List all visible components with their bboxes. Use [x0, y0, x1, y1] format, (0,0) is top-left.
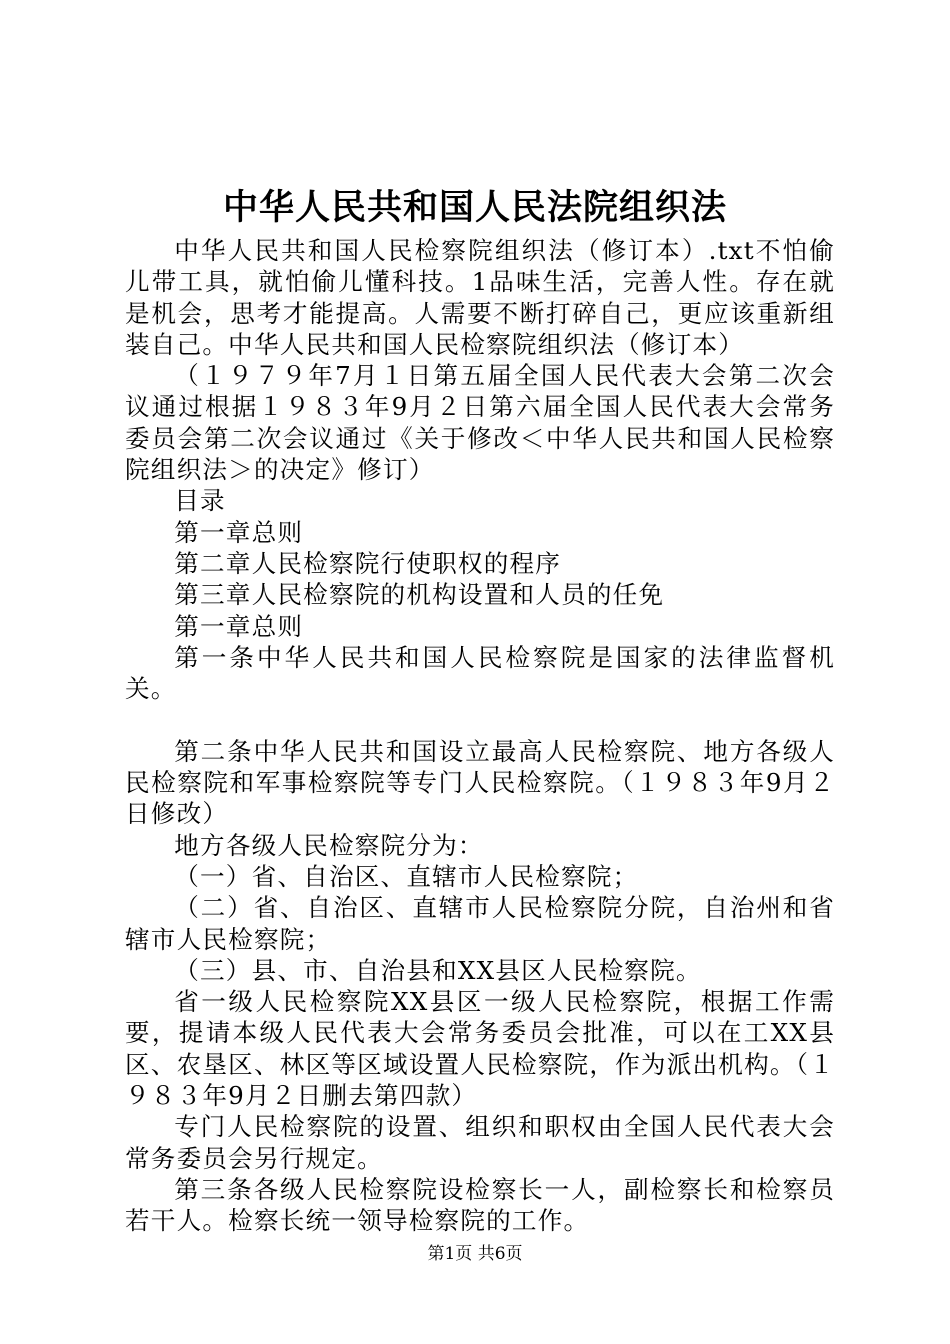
article-3: 第三条各级人民检察院设检察长一人，副检察长和检察员若干人。检察长统一领导检察院的工作。	[125, 1174, 835, 1236]
article-1: 第一条中华人民共和国人民检察院是国家的法律监督机关。	[125, 642, 835, 704]
document-title: 中华人民共和国人民法院组织法	[222, 187, 727, 228]
article-2-clause-3: 省一级人民检察院XX县区一级人民检察院，根据工作需要，提请本级人民代表大会常务委员会批准，可以在工XX县区、农垦区、林区等区域设置人民检察院，作为派出机构。（１９８３年9月２日删去第四款）	[125, 987, 835, 1111]
blank-line	[125, 704, 835, 735]
toc-item-chapter-1: 第一章总则	[174, 517, 304, 547]
article-2-clause-4: 专门人民检察院的设置、组织和职权由全国人民代表大会常务委员会另行规定。	[125, 1112, 835, 1173]
article-2-item-2: （二）省、自治区、直辖市人民检察院分院，自治州和省辖市人民检察院；	[125, 893, 835, 954]
article-2-item-3: （三）县、市、自治县和XX县区人民检察院。	[174, 955, 702, 985]
article-2-list-intro: 地方各级人民检察院分为：	[174, 830, 484, 860]
toc-item-chapter-3: 第三章人民检察院的机构设置和人员的任免	[174, 580, 665, 610]
paragraph-intro: 中华人民共和国人民检察院组织法（修订本）.txt不怕偷儿带工具，就怕偷儿懂科技。1品味生活，完善人性。存在就是机会，思考才能提高。人需要不断打碎自己，更应该重新组装自己。中华人民共和国人民检察院组织法（修订本）	[125, 236, 835, 359]
article-2-item-1: （一）省、自治区、直辖市人民检察院；	[174, 861, 639, 891]
page-number: 第1页 共6页	[427, 1244, 523, 1264]
toc-item-chapter-2: 第二章人民检察院行使职权的程序	[174, 548, 562, 578]
article-2: 第二条中华人民共和国设立最高人民检察院、地方各级人民检察院和军事检察院等专门人民检察院。（１９８３年9月２日修改）	[125, 736, 835, 829]
toc-heading: 目录	[174, 486, 226, 516]
document-body	[125, 235, 835, 1237]
chapter-1-heading: 第一章总则	[174, 611, 304, 641]
paragraph-revision-note: （１９７９年7月１日第五届全国人民代表大会第二次会议通过根据１９８３年9月２日第六届全国人民代表大会常务委员会第二次会议通过《关于修改＜中华人民共和国人民检察院组织法＞的决定》修订）	[125, 361, 835, 485]
